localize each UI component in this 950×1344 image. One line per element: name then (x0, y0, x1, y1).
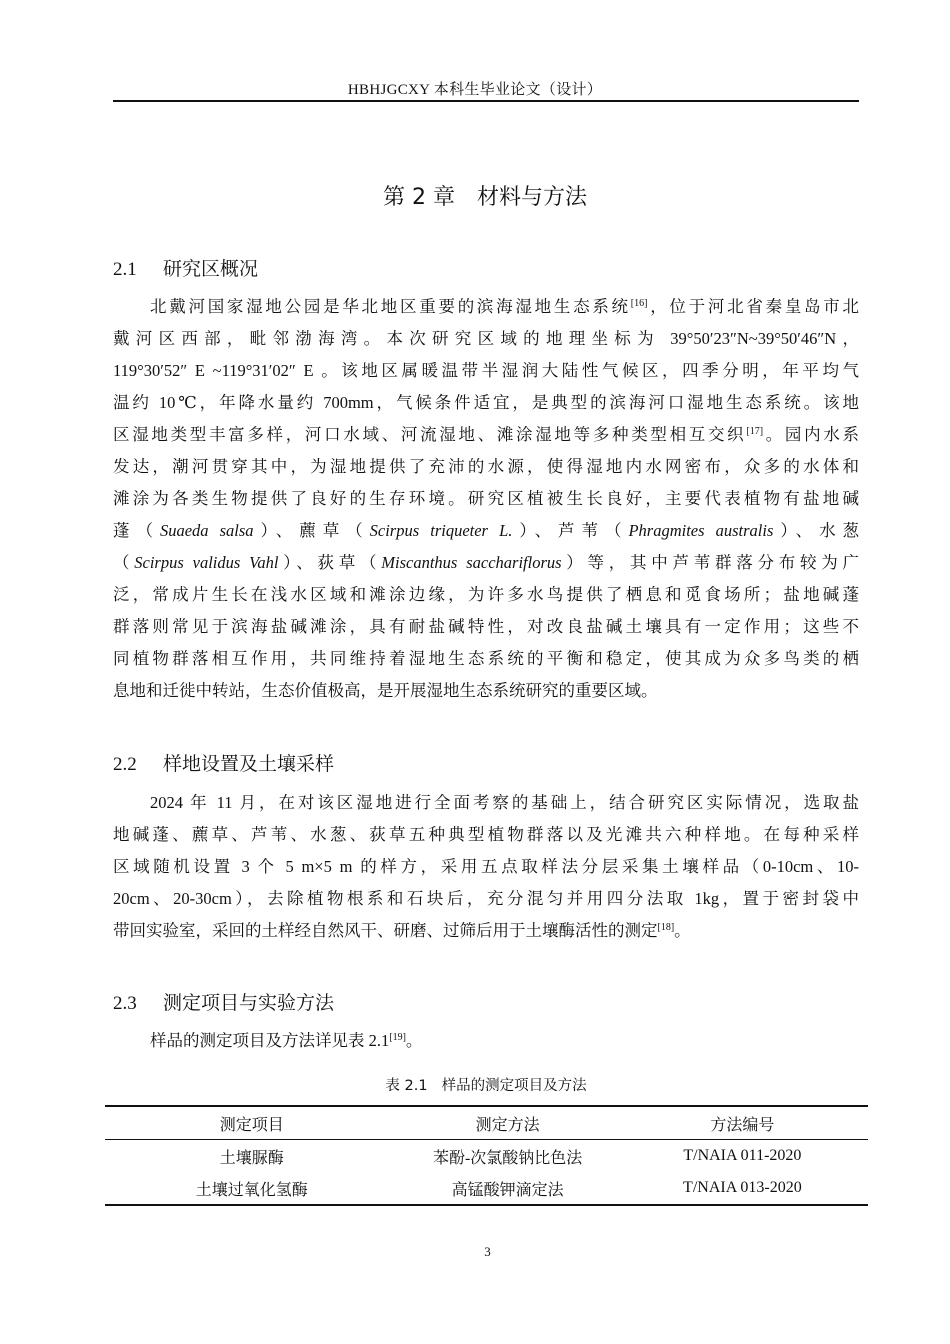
column-header: 方法编号 (617, 1106, 868, 1140)
column-header: 测定项目 (105, 1106, 399, 1140)
table-cell: 苯酚-次氯酸钠比色法 (432, 1149, 583, 1167)
table-row (105, 1172, 868, 1205)
text-line: 119°30′52″ E ~119°31′02″ E 。该地区属暖温带半湿润大陆性气候区，四季分明，年平均气 (113, 361, 859, 380)
species-name: Miscanthus sacchariflorus (381, 553, 562, 572)
table-caption: 表 2.1 样品的测定项目及方法 (385, 1078, 587, 1094)
text-line: 泛，常成片生长在浅水区域和滩涂边缘，为许多水鸟提供了栖息和觅食场所；盐地碱蓬 (113, 585, 859, 604)
page-number: 3 (484, 1244, 491, 1259)
species-name: Scirpus triqueter L. (369, 521, 513, 540)
text-line: 20cm、20-30cm），去除植物根系和石块后，充分混匀并用四分法取 1kg，置于密封袋中 (113, 889, 859, 908)
paragraph-sampling (113, 787, 859, 947)
citation: [16] (630, 298, 648, 309)
species-name: Scirpus validus Vahl (134, 553, 279, 572)
text-line: 地碱蓬、藨草、芦苇、水葱、荻草五种典型植物群落以及光滩共六种样地。在每种采样 (113, 825, 859, 844)
text-line: 带回实验室，采回的土样经自然风干、研磨、过筛后用于土壤酶活性的测定[18]。 (113, 921, 691, 940)
text-line: 样品的测定项目及方法详见表 2.1[19]。 (150, 1031, 423, 1050)
text-line: 温约 10℃，年降水量约 700mm，气候条件适宜，是典型的滨海河口湿地生态系统。该地 (113, 393, 859, 412)
text-line: 北戴河国家湿地公园是华北地区重要的滨海湿地生态系统[16]，位于河北省秦皇岛市北 (150, 297, 860, 316)
chapter-title (0, 180, 950, 211)
text-line: 蓬（Suaeda salsa）、藨草（Scirpus triqueter L.）、芦苇（Phragmites australis）、水葱 (113, 521, 860, 540)
table-row (105, 1140, 868, 1173)
table-cell: T/NAIA 011-2020 (683, 1147, 802, 1164)
text-line: 区湿地类型丰富多样，河口水域、河流湿地、滩涂湿地等多种类型相互交织[17]。园内水系 (113, 425, 860, 444)
table-cell: T/NAIA 013-2020 (683, 1179, 802, 1196)
text-line: （Scirpus validus Vahl）、荻草（Miscanthus sacchariflorus）等，其中芦苇群落分布较为广 (113, 553, 860, 572)
header-rule (113, 100, 859, 102)
text-line: 同植物群落相互作用，共同维持着湿地生态系统的平衡和稳定，使其成为众多鸟类的栖 (113, 649, 859, 668)
text-line: 2024 年 11 月，在对该区湿地进行全面考察的基础上，结合研究区实际情况，选取盐 (150, 793, 859, 812)
table-cell: 高锰酸钾滴定法 (451, 1181, 564, 1199)
citation: [18] (657, 922, 675, 933)
column-header: 测定方法 (399, 1106, 617, 1140)
species-name: Phragmites australis (628, 521, 774, 540)
citation: [17] (746, 426, 764, 437)
paragraph-study-area (113, 291, 859, 707)
table-header-row (105, 1106, 868, 1140)
methods-table (105, 1105, 868, 1206)
chapter-name: 材料与方法 (476, 185, 587, 210)
section-heading-2-1: 2.1 研究区概况 (113, 258, 259, 280)
species-name: Suaeda salsa (159, 521, 254, 540)
text-line: 区域随机设置 3 个 5 m×5 m 的样方，采用五点取样法分层采集土壤样品（0-10cm、10- (113, 857, 859, 876)
text-line: 息地和迁徙中转站，生态价值极高，是开展湿地生态系统研究的重要区域。 (113, 681, 658, 700)
table-cell: 土壤过氧化氢酶 (195, 1181, 308, 1199)
text-line: 群落则常见于滨海盐碱滩涂，具有耐盐碱特性，对改良盐碱土壤具有一定作用；这些不 (113, 617, 859, 636)
section-heading-2-3: 2.3 测定项目与实验方法 (113, 992, 335, 1014)
table-cell: 土壤脲酶 (219, 1149, 284, 1167)
paragraph-methods (113, 1025, 859, 1057)
citation: [19] (389, 1032, 406, 1043)
text-line: 发达，潮河贯穿其中，为湿地提供了充沛的水源，使得湿地内水网密布，众多的水体和 (113, 457, 859, 476)
section-heading-2-2: 2.2 样地设置及土壤采样 (113, 753, 335, 775)
text-line: 戴河区西部，毗邻渤海湾。本次研究区域的地理坐标为 39°50′23″N~39°50′46″N， (113, 329, 859, 348)
text-line: 滩涂为各类生物提供了良好的生存环境。研究区植被生长良好，主要代表植物有盐地碱 (113, 489, 859, 508)
running-header-title: HBHJGCXY 本科生毕业论文（设计） (347, 82, 603, 98)
chapter-number: 第 2 章 (383, 185, 455, 210)
